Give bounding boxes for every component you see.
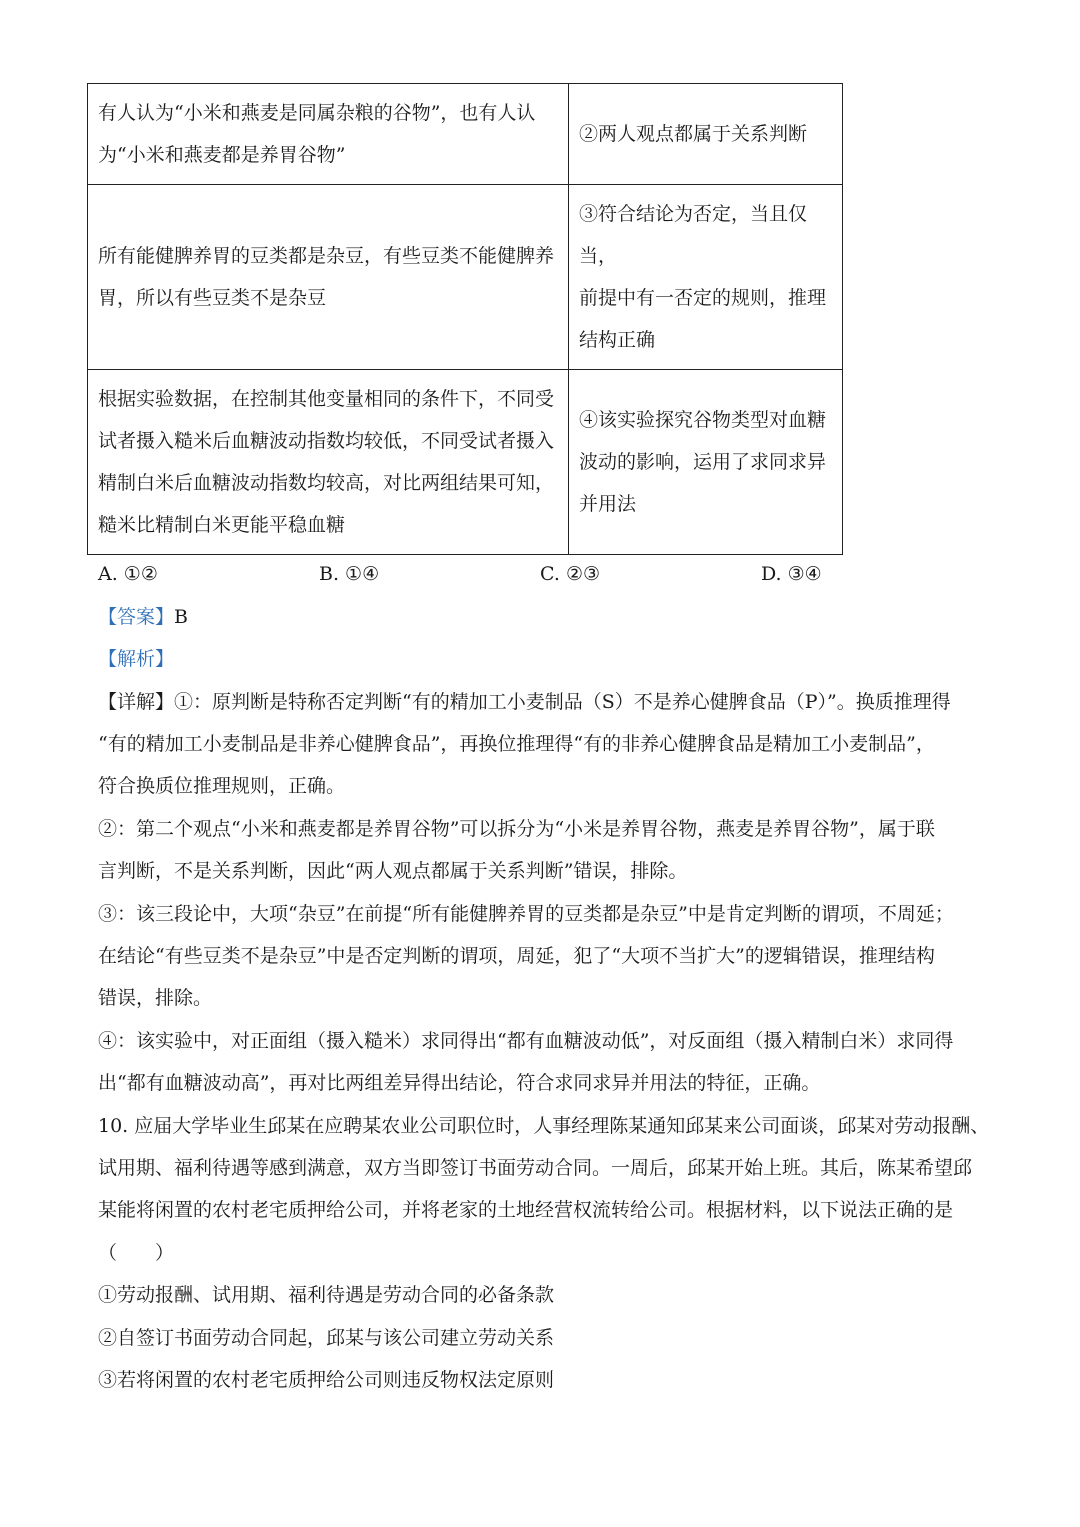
cell-line: ④该实验探究谷物类型对血糖 — [579, 409, 827, 431]
table-row — [88, 84, 843, 185]
option-d[interactable]: D. ③④ — [761, 563, 822, 585]
detail-line: ②：第二个观点“小米和燕麦都是养胃谷物”可以拆分为“小米是养胃谷物，燕麦是养胃谷物”，属于联 — [98, 818, 935, 840]
analysis-line — [98, 643, 988, 675]
cell-line: 有人认为“小米和燕麦是同属杂粮的谷物”，也有人认 — [98, 102, 536, 124]
detail-line: 【详解】①：原判断是特称否定判断“有的精加工小麦制品（S）不是养心健脾食品（P）”。换质推理得 — [98, 691, 951, 713]
option-c[interactable]: C. ②③ — [540, 563, 601, 585]
cell-line: 并用法 — [579, 493, 637, 515]
answer-line — [98, 601, 988, 633]
detail-line: “有的精加工小麦制品是非养心健脾食品”，再换位推理得“有的非养心健脾食品是精加工小麦制品”， — [98, 733, 935, 755]
answer-tag: 【答案】 — [98, 606, 175, 628]
detail-line: 错误，排除。 — [98, 987, 213, 1009]
question-line: 10. 应届大学毕业生邱某在应聘某农业公司职位时，人事经理陈某通知邱某来公司面谈，邱某对劳动报酬、 — [98, 1115, 990, 1137]
cell-line: ③符合结论为否定，当且仅当， — [579, 203, 808, 267]
option-b[interactable]: B. ①④ — [319, 563, 380, 585]
table-row — [88, 370, 843, 555]
cell-line: ②两人观点都属于关系判断 — [579, 123, 808, 145]
detail-line: 在结论“有些豆类不是杂豆”中是否定判断的谓项，周延，犯了“大项不当扩大”的逻辑错误，推理结构 — [98, 945, 935, 967]
cell-line: 所有能健脾养胃的豆类都是杂豆，有些豆类不能健脾养 — [98, 245, 555, 267]
question-table — [87, 83, 843, 555]
detail-line: ④：该实验中，对正面组（摄入糙米）求同得出“都有血糖波动低”，对反面组（摄入精制白米）求同得 — [98, 1030, 954, 1052]
answer-options — [98, 558, 998, 590]
answer-value: B — [174, 606, 188, 628]
statement-3: ③若将闲置的农村老宅质押给公司则违反物权法定原则 — [98, 1369, 555, 1391]
analysis-tag: 【解析】 — [98, 648, 175, 670]
cell-line: 波动的影响，运用了求同求异 — [579, 451, 827, 473]
cell-line: 为“小米和燕麦都是养胃谷物” — [98, 144, 346, 166]
cell-line: 精制白米后血糖波动指数均较高，对比两组结果可知， — [98, 472, 555, 494]
table-cell-statement — [88, 84, 569, 185]
cell-line: 胃，所以有些豆类不是杂豆 — [98, 287, 327, 309]
cell-line: 根据实验数据，在控制其他变量相同的条件下，不同受 — [98, 388, 555, 410]
table-cell-judgment — [569, 84, 843, 185]
cell-line: 试者摄入糙米后血糖波动指数均较低，不同受试者摄入 — [98, 430, 555, 452]
cell-line: 结构正确 — [579, 329, 656, 351]
statement-1: ①劳动报酬、试用期、福利待遇是劳动合同的必备条款 — [98, 1284, 555, 1306]
detail-line: 出“都有血糖波动高”，再对比两组差异得出结论，符合求同求异并用法的特征，正确。 — [98, 1072, 821, 1094]
table-cell-statement — [88, 185, 569, 370]
detail-line: 符合换质位推理规则，正确。 — [98, 775, 346, 797]
question-blank: （ ） — [98, 1242, 175, 1264]
detail-line: ③：该三段论中，大项“杂豆”在前提“所有能健脾养胃的豆类都是杂豆”中是肯定判断的谓项，不周延； — [98, 903, 954, 925]
option-a[interactable]: A. ①② — [98, 563, 158, 585]
cell-line: 糙米比精制白米更能平稳血糖 — [98, 514, 346, 536]
table-cell-statement — [88, 370, 569, 555]
table-cell-judgment — [569, 185, 843, 370]
table-cell-judgment — [569, 370, 843, 555]
cell-line: 前提中有一否定的规则，推理 — [579, 287, 827, 309]
detail-line: 言判断，不是关系判断，因此“两人观点都属于关系判断”错误，排除。 — [98, 860, 688, 882]
question-line: 试用期、福利待遇等感到满意，双方当即签订书面劳动合同。一周后，邱某开始上班。其后，陈某希望邱 — [98, 1157, 973, 1179]
table-row — [88, 185, 843, 370]
question-line: 某能将闲置的农村老宅质押给公司，并将老家的土地经营权流转给公司。根据材料，以下说法正确的是 — [98, 1199, 954, 1221]
statement-2: ②自签订书面劳动合同起，邱某与该公司建立劳动关系 — [98, 1327, 555, 1349]
